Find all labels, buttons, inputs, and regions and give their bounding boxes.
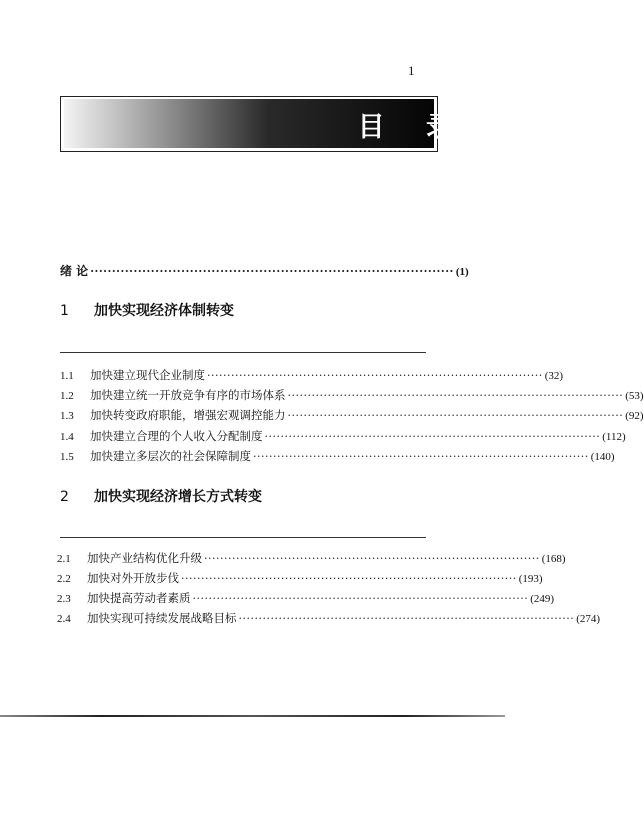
toc-entry-number: 1.5 bbox=[60, 451, 74, 463]
toc-entry-label: 加快转变政府职能，增强宏观调控能力 bbox=[90, 408, 286, 422]
chapter-number: 1 bbox=[60, 303, 69, 319]
leader-dots: ···················································································· bbox=[264, 430, 601, 443]
page-number: 1 bbox=[408, 63, 415, 78]
toc-entry-label: 加快产业结构优化升级 bbox=[87, 551, 202, 565]
toc-entry-number: 2.2 bbox=[57, 573, 71, 585]
chapter-rule bbox=[60, 537, 426, 538]
toc-entry-label: 加快建立现代企业制度 bbox=[90, 368, 205, 382]
toc-entry-label: 加快建立合理的个人收入分配制度 bbox=[90, 429, 263, 443]
leader-dots: ···················································································· bbox=[287, 389, 624, 402]
toc-entry-page: (274) bbox=[576, 613, 601, 625]
toc-entry-label: 加快建立统一开放竞争有序的市场体系 bbox=[90, 388, 286, 402]
toc-entry-label: 绪 论 bbox=[60, 264, 89, 278]
toc-entry bbox=[57, 590, 555, 606]
chapter-title: 加快实现经济体制转变 bbox=[94, 303, 234, 319]
toc-entry-intro bbox=[60, 262, 469, 279]
toc-entry-page: (1) bbox=[455, 266, 469, 278]
toc-entry bbox=[60, 367, 564, 383]
leader-dots: ···················································································· bbox=[90, 265, 454, 278]
toc-entry bbox=[57, 570, 543, 586]
toc-entry-number: 2.3 bbox=[57, 593, 71, 605]
toc-entry-number: 2.1 bbox=[57, 553, 71, 565]
toc-entry-number: 2.4 bbox=[57, 613, 71, 625]
chapter-title: 加快实现经济增长方式转变 bbox=[94, 489, 262, 505]
leader-dots: ···················································································· bbox=[287, 409, 624, 422]
toc-entry-label: 加快提高劳动者素质 bbox=[87, 591, 191, 605]
toc-entry-label: 加快对外开放步伐 bbox=[87, 571, 179, 585]
page-title: 目 录 bbox=[357, 112, 469, 143]
toc-entry-page: (112) bbox=[602, 431, 626, 443]
chapter-heading-2 bbox=[60, 486, 262, 506]
chapter-heading-1 bbox=[60, 300, 234, 320]
toc-entry-label: 加快实现可持续发展战略目标 bbox=[87, 611, 237, 625]
toc-entry bbox=[60, 428, 626, 444]
leader-dots: ···················································································· bbox=[181, 572, 517, 585]
leader-dots: ···················································································· bbox=[238, 612, 575, 625]
toc-entry bbox=[60, 387, 644, 403]
toc-entry-page: (53) bbox=[625, 390, 644, 402]
toc-entry-label: 加快建立多层次的社会保障制度 bbox=[90, 449, 251, 463]
bottom-rule bbox=[0, 715, 505, 717]
toc-entry bbox=[57, 550, 566, 566]
toc-entry bbox=[60, 448, 615, 464]
toc-entry bbox=[57, 610, 601, 626]
toc-entry-number: 1.4 bbox=[60, 431, 74, 443]
toc-entry-page: (193) bbox=[518, 573, 543, 585]
toc-entry bbox=[60, 407, 644, 423]
toc-entry-page: (249) bbox=[530, 593, 555, 605]
toc-entry-number: 1.3 bbox=[60, 410, 74, 422]
toc-entry-page: (92) bbox=[625, 410, 644, 422]
leader-dots: ···················································································· bbox=[192, 592, 529, 605]
toc-entry-number: 1.2 bbox=[60, 390, 74, 402]
leader-dots: ···················································································· bbox=[253, 450, 589, 463]
toc-entry-page: (168) bbox=[541, 553, 566, 565]
toc-entry-number: 1.1 bbox=[60, 370, 74, 382]
leader-dots: ···················································································· bbox=[204, 552, 540, 565]
chapter-number: 2 bbox=[60, 489, 69, 505]
chapter-rule bbox=[60, 352, 426, 353]
toc-entry-page: (32) bbox=[544, 370, 564, 382]
toc-entry-page: (140) bbox=[590, 451, 615, 463]
leader-dots: ···················································································· bbox=[207, 369, 543, 382]
